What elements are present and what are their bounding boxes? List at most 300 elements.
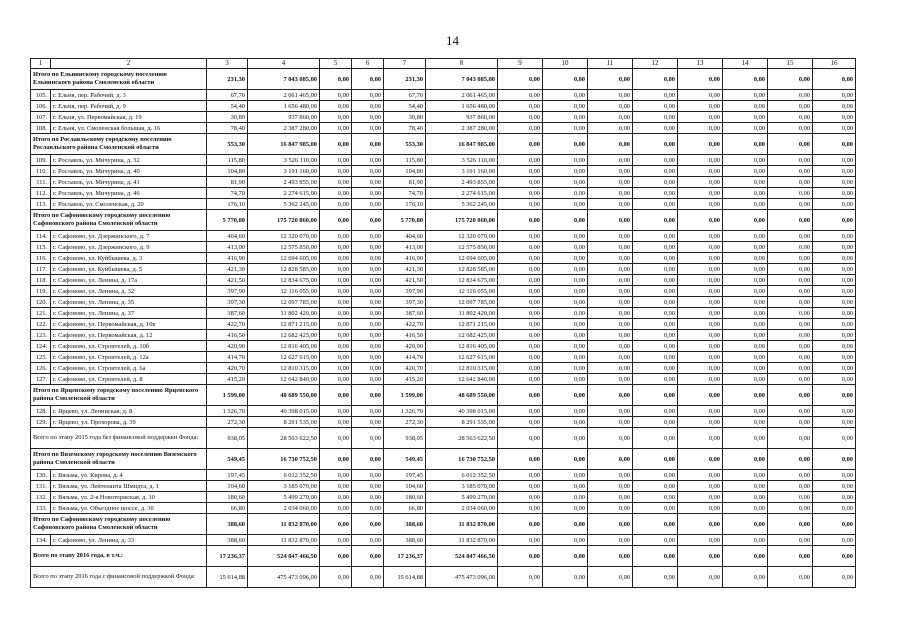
value-cell: 0,00 [723, 417, 768, 428]
value-cell: 3 191 160,00 [426, 166, 498, 177]
value-cell: 0,00 [633, 374, 678, 385]
value-cell: 0,00 [498, 112, 543, 123]
column-number-cell: 16 [813, 59, 856, 69]
value-cell: 0,00 [320, 503, 352, 514]
value-cell: 388,60 [384, 535, 426, 546]
value-cell: 272,30 [207, 417, 248, 428]
value-cell: 938,05 [384, 428, 426, 449]
total-row [31, 449, 856, 470]
value-cell: 0,00 [723, 470, 768, 481]
value-cell: 0,00 [768, 406, 813, 417]
value-cell: 0,00 [320, 231, 352, 242]
value-cell: 12 682 425,00 [248, 330, 320, 341]
row-index-cell: 106. [31, 101, 51, 112]
value-cell: 0,00 [498, 199, 543, 210]
table-row [31, 492, 856, 503]
value-cell: 0,00 [723, 319, 768, 330]
value-cell: 0,00 [723, 123, 768, 134]
value-cell: 0,00 [723, 90, 768, 101]
total-label-cell: Итого по Сафоновскому городскому поселению Сафоновского района Смоленской области [31, 514, 207, 535]
value-cell: 176,10 [384, 199, 426, 210]
value-cell: 0,00 [588, 406, 633, 417]
value-cell: 0,00 [498, 308, 543, 319]
column-number-cell: 10 [543, 59, 588, 69]
value-cell: 104,80 [207, 166, 248, 177]
value-cell: 0,00 [320, 330, 352, 341]
value-cell: 231,30 [384, 69, 426, 90]
value-cell: 0,00 [543, 330, 588, 341]
column-number-cell: 9 [498, 59, 543, 69]
value-cell: 0,00 [768, 567, 813, 588]
value-cell: 0,00 [543, 253, 588, 264]
column-number-cell: 2 [51, 59, 207, 69]
value-cell: 0,00 [588, 275, 633, 286]
value-cell: 0,00 [320, 253, 352, 264]
value-cell: 0,00 [588, 90, 633, 101]
value-cell: 0,00 [723, 514, 768, 535]
column-number-cell: 1 [31, 59, 51, 69]
value-cell: 2 493 855,00 [248, 177, 320, 188]
value-cell: 0,00 [498, 492, 543, 503]
value-cell: 0,00 [813, 155, 856, 166]
value-cell: 0,00 [723, 374, 768, 385]
value-cell: 0,00 [320, 308, 352, 319]
value-cell: 0,00 [813, 177, 856, 188]
value-cell: 0,00 [320, 374, 352, 385]
value-cell: 0,00 [678, 352, 723, 363]
value-cell: 12 575 850,00 [426, 242, 498, 253]
value-cell: 0,00 [588, 514, 633, 535]
value-cell: 0,00 [588, 363, 633, 374]
value-cell: 3 185 070,00 [248, 481, 320, 492]
value-cell: 0,00 [320, 188, 352, 199]
value-cell: 2 061 465,00 [248, 90, 320, 101]
value-cell: 0,00 [352, 567, 384, 588]
value-cell: 0,00 [352, 210, 384, 231]
value-cell: 0,00 [633, 406, 678, 417]
column-number-cell: 11 [588, 59, 633, 69]
value-cell: 0,00 [588, 428, 633, 449]
value-cell: 0,00 [723, 286, 768, 297]
value-cell: 0,00 [813, 341, 856, 352]
value-cell: 0,00 [813, 210, 856, 231]
value-cell: 0,00 [633, 492, 678, 503]
row-index-cell: 133. [31, 503, 51, 514]
value-cell: 0,00 [498, 242, 543, 253]
address-cell: г. Сафоново, ул. Первомайская, д. 10в [51, 319, 207, 330]
value-cell: 0,00 [768, 297, 813, 308]
subtotal-row [31, 428, 856, 449]
value-cell: 12 097 785,00 [248, 297, 320, 308]
table-row [31, 406, 856, 417]
value-cell: 416,50 [207, 330, 248, 341]
value-cell: 0,00 [588, 69, 633, 90]
value-cell: 12 694 605,00 [248, 253, 320, 264]
value-cell: 0,00 [352, 112, 384, 123]
value-cell: 0,00 [813, 297, 856, 308]
value-cell: 0,00 [498, 535, 543, 546]
value-cell: 0,00 [352, 231, 384, 242]
value-cell: 414,70 [384, 352, 426, 363]
value-cell: 0,00 [678, 264, 723, 275]
value-cell: 0,00 [768, 319, 813, 330]
value-cell: 413,00 [207, 242, 248, 253]
total-row [31, 514, 856, 535]
address-cell: г. Вязьма, ул. 2-я Новоторжская, д. 10 [51, 492, 207, 503]
row-index-cell: 132. [31, 492, 51, 503]
value-cell: 0,00 [678, 385, 723, 406]
value-cell: 0,00 [678, 112, 723, 123]
value-cell: 40 398 015,00 [248, 406, 320, 417]
row-index-cell: 110. [31, 166, 51, 177]
address-cell: г. Рославль, ул. Смоленская, д. 20 [51, 199, 207, 210]
value-cell: 0,00 [723, 385, 768, 406]
value-cell: 0,00 [498, 374, 543, 385]
value-cell: 0,00 [633, 242, 678, 253]
value-cell: 0,00 [320, 363, 352, 374]
value-cell: 0,00 [588, 242, 633, 253]
table-row [31, 155, 856, 166]
value-cell: 0,00 [678, 123, 723, 134]
address-cell: г. Вязьма, ул. Лейтенанта Шмидта, д. 1 [51, 481, 207, 492]
value-cell: 115,80 [384, 155, 426, 166]
value-cell: 0,00 [543, 177, 588, 188]
value-cell: 176,10 [207, 199, 248, 210]
value-cell: 0,00 [723, 101, 768, 112]
column-number-cell: 7 [384, 59, 426, 69]
value-cell: 12 097 785,00 [426, 297, 498, 308]
value-cell: 0,00 [678, 546, 723, 567]
value-cell: 0,00 [543, 319, 588, 330]
value-cell: 0,00 [320, 69, 352, 90]
value-cell: 0,00 [588, 492, 633, 503]
subtotal-row [31, 567, 856, 588]
value-cell: 0,00 [813, 428, 856, 449]
value-cell: 40 398 015,00 [426, 406, 498, 417]
total-label-cell: Итого по Вяземскому городскому поселению Вяземского района Смоленской области [31, 449, 207, 470]
value-cell: 0,00 [633, 188, 678, 199]
value-cell: 0,00 [723, 264, 768, 275]
value-cell: 0,00 [723, 546, 768, 567]
value-cell: 0,00 [813, 470, 856, 481]
value-cell: 11 832 870,00 [426, 535, 498, 546]
value-cell: 0,00 [723, 166, 768, 177]
value-cell: 180,60 [207, 492, 248, 503]
value-cell: 0,00 [723, 449, 768, 470]
value-cell: 16 847 985,00 [248, 134, 320, 155]
value-cell: 12 810 315,00 [248, 363, 320, 374]
value-cell: 0,00 [498, 286, 543, 297]
value-cell: 0,00 [813, 492, 856, 503]
value-cell: 0,00 [633, 308, 678, 319]
value-cell: 0,00 [320, 492, 352, 503]
row-index-cell: 127. [31, 374, 51, 385]
table-row [31, 166, 856, 177]
value-cell: 0,00 [588, 199, 633, 210]
value-cell: 0,00 [768, 481, 813, 492]
value-cell: 0,00 [588, 374, 633, 385]
value-cell: 0,00 [320, 428, 352, 449]
value-cell: 937 860,00 [248, 112, 320, 123]
total-row [31, 69, 856, 90]
value-cell: 0,00 [633, 546, 678, 567]
value-cell: 0,00 [543, 428, 588, 449]
value-cell: 387,60 [384, 308, 426, 319]
value-cell: 0,00 [352, 428, 384, 449]
value-cell: 0,00 [588, 449, 633, 470]
value-cell: 0,00 [498, 177, 543, 188]
address-cell: г. Вязьма, ул. Кирова, д. 4 [51, 470, 207, 481]
value-cell: 5 499 270,00 [248, 492, 320, 503]
value-cell: 0,00 [588, 231, 633, 242]
value-cell: 0,00 [498, 428, 543, 449]
value-cell: 0,00 [678, 134, 723, 155]
value-cell: 0,00 [352, 286, 384, 297]
address-cell: г. Сафоново, ул. Строителей, д. 12а [51, 352, 207, 363]
value-cell: 66,80 [207, 503, 248, 514]
value-cell: 0,00 [320, 470, 352, 481]
value-cell: 74,70 [384, 188, 426, 199]
value-cell: 0,00 [678, 514, 723, 535]
value-cell: 0,00 [588, 546, 633, 567]
value-cell: 12 642 840,00 [248, 374, 320, 385]
value-cell: 0,00 [678, 449, 723, 470]
value-cell: 0,00 [352, 177, 384, 188]
value-cell: 0,00 [813, 308, 856, 319]
address-cell: г. Сафоново, ул. Ленина, д. 37 [51, 308, 207, 319]
value-cell: 0,00 [498, 352, 543, 363]
value-cell: 0,00 [633, 177, 678, 188]
value-cell: 0,00 [588, 503, 633, 514]
value-cell: 0,00 [320, 177, 352, 188]
row-index-cell: 126. [31, 363, 51, 374]
value-cell: 388,60 [207, 535, 248, 546]
value-cell: 0,00 [633, 155, 678, 166]
value-cell: 475 473 096,00 [426, 567, 498, 588]
value-cell: 0,00 [588, 123, 633, 134]
row-index-cell: 112. [31, 188, 51, 199]
value-cell: 0,00 [678, 330, 723, 341]
value-cell: 0,00 [352, 417, 384, 428]
row-index-cell: 129. [31, 417, 51, 428]
value-cell: 2 034 060,00 [426, 503, 498, 514]
total-label-cell: Итого по Ельнинскому городскому поселению Ельнинского района Смоленской области [31, 69, 207, 90]
value-cell: 0,00 [768, 470, 813, 481]
value-cell: 0,00 [768, 177, 813, 188]
value-cell: 0,00 [498, 341, 543, 352]
value-cell: 78,40 [207, 123, 248, 134]
value-cell: 0,00 [678, 188, 723, 199]
value-cell: 0,00 [352, 470, 384, 481]
value-cell: 1 326,70 [207, 406, 248, 417]
value-cell: 0,00 [352, 492, 384, 503]
value-cell: 1 656 480,00 [426, 101, 498, 112]
value-cell: 0,00 [678, 90, 723, 101]
table-row [31, 177, 856, 188]
value-cell: 16 847 985,00 [426, 134, 498, 155]
row-index-cell: 119. [31, 286, 51, 297]
table-row [31, 481, 856, 492]
value-cell: 0,00 [588, 330, 633, 341]
value-cell: 0,00 [498, 546, 543, 567]
address-cell: г. Сафоново, ул. Ленина, д. 17а [51, 275, 207, 286]
value-cell: 0,00 [588, 341, 633, 352]
value-cell: 0,00 [320, 535, 352, 546]
value-cell: 2 387 280,00 [426, 123, 498, 134]
value-cell: 0,00 [588, 535, 633, 546]
value-cell: 0,00 [498, 264, 543, 275]
value-cell: 415,20 [207, 374, 248, 385]
table-row [31, 297, 856, 308]
value-cell: 0,00 [543, 514, 588, 535]
value-cell: 0,00 [633, 69, 678, 90]
value-cell: 5 499 270,00 [426, 492, 498, 503]
value-cell: 0,00 [813, 242, 856, 253]
value-cell: 12 320 070,00 [248, 231, 320, 242]
value-cell: 0,00 [813, 385, 856, 406]
column-number-row [31, 59, 856, 69]
value-cell: 0,00 [498, 123, 543, 134]
value-cell: 0,00 [678, 242, 723, 253]
value-cell: 0,00 [768, 363, 813, 374]
value-cell: 0,00 [768, 546, 813, 567]
value-cell: 0,00 [543, 101, 588, 112]
column-number-cell: 15 [768, 59, 813, 69]
value-cell: 0,00 [543, 341, 588, 352]
table-row [31, 199, 856, 210]
table-row [31, 470, 856, 481]
row-index-cell: 124. [31, 341, 51, 352]
value-cell: 30,80 [207, 112, 248, 123]
value-cell: 11 802 420,00 [248, 308, 320, 319]
value-cell: 0,00 [633, 341, 678, 352]
address-cell: г. Сафоново, ул. Строителей, д. 10б [51, 341, 207, 352]
value-cell: 115,80 [207, 155, 248, 166]
value-cell: 81,90 [207, 177, 248, 188]
address-cell: г. Сафоново, ул. Строителей, д. 8 [51, 374, 207, 385]
value-cell: 0,00 [543, 134, 588, 155]
column-number-cell: 13 [678, 59, 723, 69]
table-row [31, 112, 856, 123]
value-cell: 0,00 [768, 253, 813, 264]
row-index-cell: 130. [31, 470, 51, 481]
value-cell: 0,00 [813, 503, 856, 514]
value-cell: 0,00 [543, 535, 588, 546]
value-cell: 0,00 [543, 470, 588, 481]
value-cell: 0,00 [633, 417, 678, 428]
value-cell: 0,00 [588, 567, 633, 588]
value-cell: 17 236,37 [384, 546, 426, 567]
value-cell: 0,00 [678, 428, 723, 449]
value-cell: 0,00 [543, 546, 588, 567]
value-cell: 0,00 [723, 341, 768, 352]
value-cell: 0,00 [633, 231, 678, 242]
value-cell: 0,00 [543, 363, 588, 374]
value-cell: 0,00 [813, 319, 856, 330]
value-cell: 0,00 [678, 406, 723, 417]
value-cell: 0,00 [352, 374, 384, 385]
value-cell: 0,00 [813, 546, 856, 567]
total-label-cell: Всего по этапу 2016 года с финансовой поддержкой Фонда: [31, 567, 207, 588]
address-cell: г. Рославль, ул. Мичурина, д. 32 [51, 155, 207, 166]
value-cell: 0,00 [320, 123, 352, 134]
value-cell: 3 526 110,00 [426, 155, 498, 166]
total-row [31, 385, 856, 406]
value-cell: 388,60 [384, 514, 426, 535]
value-cell: 0,00 [723, 567, 768, 588]
value-cell: 0,00 [352, 275, 384, 286]
value-cell: 0,00 [678, 481, 723, 492]
row-index-cell: 118. [31, 275, 51, 286]
value-cell: 0,00 [678, 155, 723, 166]
value-cell: 12 828 585,00 [426, 264, 498, 275]
total-row [31, 546, 856, 567]
address-cell: г. Ельня, ул. Первомайская, д. 19 [51, 112, 207, 123]
value-cell: 16 730 752,50 [426, 449, 498, 470]
value-cell: 0,00 [678, 374, 723, 385]
column-number-cell: 14 [723, 59, 768, 69]
value-cell: 0,00 [813, 275, 856, 286]
value-cell: 5 362 245,00 [248, 199, 320, 210]
value-cell: 0,00 [633, 535, 678, 546]
table-row [31, 275, 856, 286]
row-index-cell: 131. [31, 481, 51, 492]
value-cell: 0,00 [768, 242, 813, 253]
value-cell: 0,00 [352, 352, 384, 363]
value-cell: 0,00 [633, 166, 678, 177]
value-cell: 197,45 [207, 470, 248, 481]
value-cell: 5 770,80 [384, 210, 426, 231]
address-cell: г. Рославль, ул. Мичурина, д. 46 [51, 188, 207, 199]
value-cell: 12 816 405,00 [248, 341, 320, 352]
value-cell: 0,00 [543, 231, 588, 242]
value-cell: 67,70 [207, 90, 248, 101]
row-index-cell: 114. [31, 231, 51, 242]
value-cell: 0,00 [768, 101, 813, 112]
table-row [31, 352, 856, 363]
row-index-cell: 111. [31, 177, 51, 188]
value-cell: 0,00 [320, 546, 352, 567]
table-row [31, 242, 856, 253]
value-cell: 0,00 [352, 90, 384, 101]
value-cell: 420,90 [384, 341, 426, 352]
value-cell: 0,00 [352, 101, 384, 112]
address-cell: г. Сафоново, ул. Дзержинского, д. 9 [51, 242, 207, 253]
value-cell: 0,00 [678, 503, 723, 514]
value-cell: 0,00 [320, 112, 352, 123]
value-cell: 0,00 [678, 101, 723, 112]
table-row [31, 417, 856, 428]
value-cell: 0,00 [320, 199, 352, 210]
value-cell: 0,00 [633, 330, 678, 341]
value-cell: 0,00 [543, 123, 588, 134]
value-cell: 0,00 [768, 90, 813, 101]
value-cell: 0,00 [768, 503, 813, 514]
value-cell: 553,30 [384, 134, 426, 155]
address-cell: г. Ельня, пер. Рабочий, д. 3 [51, 90, 207, 101]
column-number-cell: 3 [207, 59, 248, 69]
value-cell: 416,50 [384, 330, 426, 341]
value-cell: 175 720 860,00 [426, 210, 498, 231]
value-cell: 0,00 [543, 503, 588, 514]
value-cell: 397,30 [384, 297, 426, 308]
value-cell: 0,00 [768, 134, 813, 155]
total-row [31, 210, 856, 231]
table-row [31, 123, 856, 134]
value-cell: 475 473 096,00 [248, 567, 320, 588]
value-cell: 0,00 [813, 481, 856, 492]
value-cell: 0,00 [352, 264, 384, 275]
